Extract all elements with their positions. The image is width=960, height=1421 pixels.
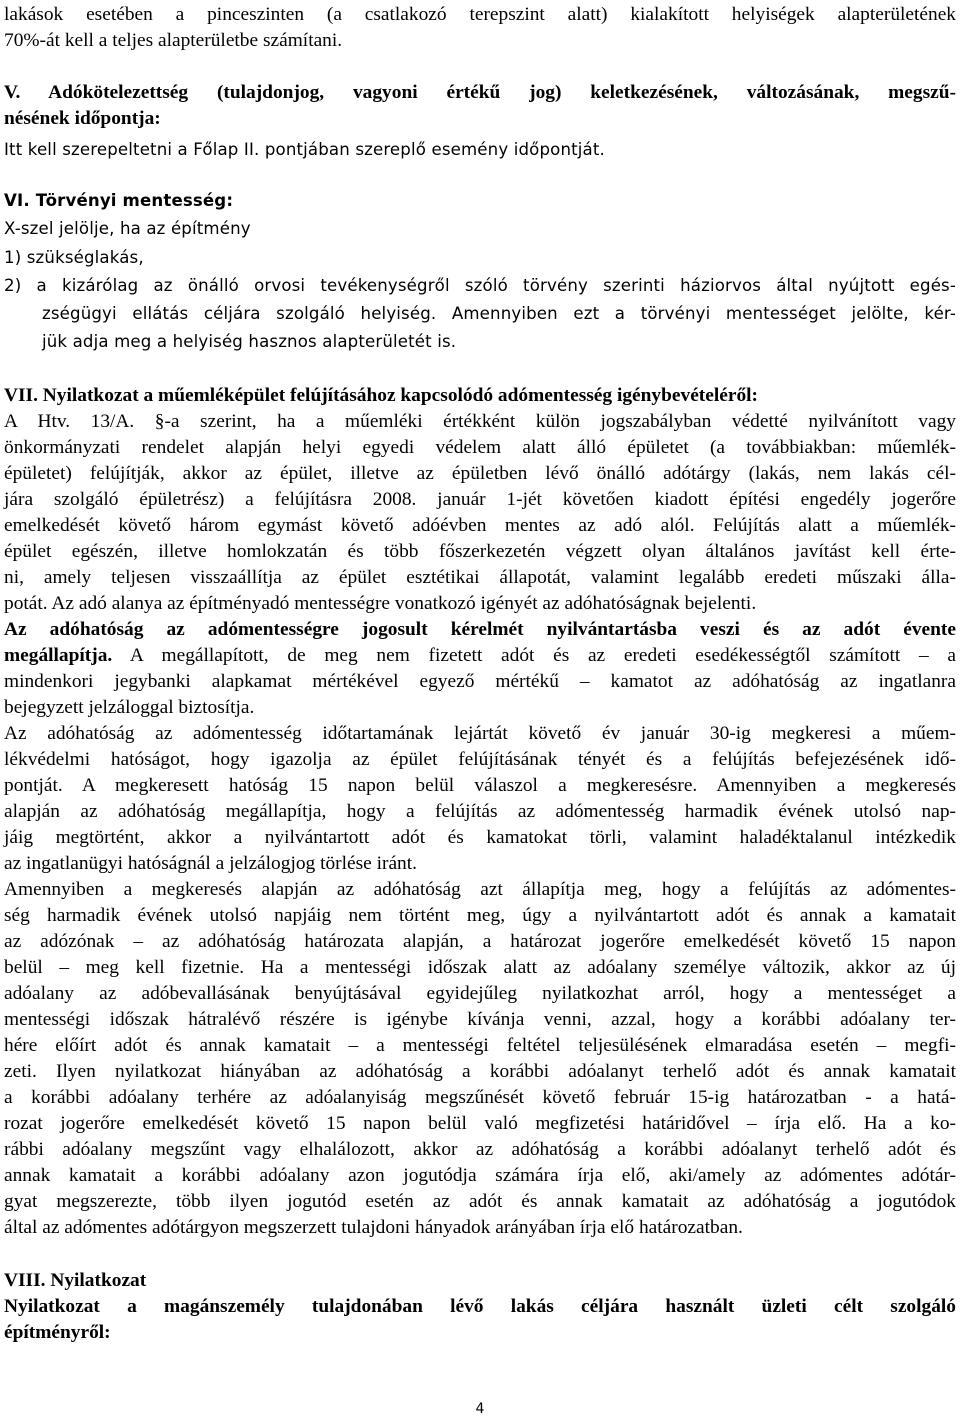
section-viii-heading: VIII. Nyilatkozat — [4, 1270, 147, 1291]
section-vii-text: bejegyzett jelzáloggal biztosítja. — [4, 697, 255, 718]
section-vii-text: jára szolgáló épületrész) a felújításra 2008. január 1-jét követően kiadott építési engedély jogerőre — [4, 489, 956, 510]
section-vii-text: által az adómentes adótárgyon megszerzett tulajdoni hányadok arányában írja elő határozatban. — [4, 1217, 743, 1238]
section-vii-text: rábbi adóalany megszűnt vagy elhalálozott, akkor az adóhatóság a korábbi adóalanyt terhelő adót és — [4, 1139, 956, 1160]
section-vii-text: az ingatlanügyi hatóságnál a jelzálogjog törlése iránt. — [4, 853, 417, 874]
section-vi-line: 2) a kizárólag az önálló orvosi tevékenységről szóló törvény szerinti háziorvos által nyújtott egés- — [4, 276, 956, 295]
section-vii-text — [4, 643, 956, 669]
page-number: 4 — [475, 1401, 485, 1417]
section-vii-text: gyat megszerezte, több ilyen jogutód esetén az adót és annak kamatait az adóhatóság a jogutódok — [4, 1191, 956, 1212]
section-viii-subheading: Nyilatkozat a magánszemély tulajdonában lévő lakás céljára használt üzleti célt szolgáló — [4, 1296, 956, 1317]
section-vii-text: a korábbi adóalany terhére az adóalanyiság megszűnését követő február 15-ig határozatban - a hatá- — [4, 1087, 956, 1108]
section-vii-text: mindenkori jegybanki alapkamat mértékével egyező mértékű – kamatot az adóhatóság az ingatlanra — [4, 671, 956, 692]
intro-line: 70%-át kell a teljes alapterületbe számítani. — [4, 30, 343, 51]
section-vii-text: rozat jogerőre emelkedését követő 15 napon belül való megfizetési határidővel – írja elő. Ha a ko- — [4, 1113, 956, 1134]
section-vi-line: 1) szükséglakás, — [4, 248, 144, 267]
section-vi-line: X-szel jelölje, ha az építmény — [4, 219, 251, 238]
section-vii-text: hére előírt adót és annak kamatait – a mentességi feltétel teljesülésének elmaradása esetén – megfi- — [4, 1035, 956, 1056]
section-vii-text: ség harmadik évének utolsó napjáig nem történt meg, úgy a nyilvántartott adót és annak a kamatait — [4, 905, 956, 926]
section-vii-text: annak kamatait a korábbi adóalany azon jogutódja számára írja elő, aki/amely az adómentes adótár- — [4, 1165, 956, 1186]
regular-text: A megállapított, de meg nem fizetett adót és az eredeti esedékességtől számított – a — [112, 645, 956, 666]
section-vii-bold-statement: Az adóhatóság az adómentességre jogosult kérelmét nyilvántartásba veszi és az adót évente — [4, 619, 956, 640]
section-vii-text: mentességi időszak hátralévő részére is igénybe kívánja venni, azzal, hogy a korábbi adóalany ter- — [4, 1009, 956, 1030]
section-vii-text: épületet) felújítják, akkor az épület, illetve az épületben lévő önálló adótárgy (lakás, nem lakás cél- — [4, 463, 956, 484]
section-vi-heading: VI. Törvényi mentesség: — [4, 191, 234, 210]
section-vii-text: Az adóhatóság az adómentesség időtartamának lejártát követő év január 30-ig megkeresi a műem- — [4, 723, 956, 744]
section-v-body: Itt kell szerepeltetni a Főlap II. pontjában szereplő esemény időpontját. — [4, 140, 605, 159]
section-vii-text: belül – meg kell fizetnie. Ha a mentességi időszak alatt az adóalany személye változik, akkor az új — [4, 957, 956, 978]
section-vii-text: önkormányzati rendelet alapján helyi egyedi védelem alatt álló épületet (a továbbiakban: műemlék- — [4, 437, 956, 458]
section-vii-text: lékvédelmi hatóságot, hogy igazolja az épület felújításának tényét és a felújítás befejezésének idő- — [4, 749, 956, 770]
section-vi-line: jük adja meg a helyiség hasznos alapterületét is. — [42, 332, 457, 351]
section-vii-text: Amennyiben a megkeresés alapján az adóhatóság azt állapítja meg, hogy a felújítás az adómentes- — [4, 879, 956, 900]
section-vii-text: zeti. Ilyen nyilatkozat hiányában az adóhatóság a korábbi adóalanyt terhelő adót és annak kamatait — [4, 1061, 956, 1082]
section-v-heading: nésének időpontja: — [4, 108, 161, 129]
section-vii-text: alapján az adóhatóság megállapítja, hogy a felújítás az adómentesség harmadik évének utolsó nap- — [4, 801, 956, 822]
section-vii-text: épület egészén, illetve homlokzatán és több főszerkezetén végzett olyan általános javítást kell érte- — [4, 541, 956, 562]
section-vii-text: jáig megtörtént, akkor a nyilvántartott adót és kamatokat törli, valamint haladéktalanul intézkedik — [4, 827, 956, 848]
section-vii-heading: VII. Nyilatkozat a műemléképület felújításához kapcsolódó adómentesség igénybevételéről: — [4, 385, 759, 406]
section-vii-text: pontját. A megkeresett hatóság 15 napon belül válaszol a megkeresésre. Amennyiben a megkeresés — [4, 775, 956, 796]
section-v-heading: V. Adókötelezettség (tulajdonjog, vagyoni értékű jog) keletkezésének, változásának, megszű- — [4, 82, 956, 103]
section-vii-text: potát. Az adó alanya az építményadó mentességre vonatkozó igényét az adóhatóságnak bejelenti. — [4, 593, 757, 614]
section-vii-text: A Htv. 13/A. §-a szerint, ha a műemléki értékként külön jogszabályban védetté nyilvánított vagy — [4, 411, 956, 432]
section-vii-text: adóalany az adóbevallásának benyújtásával egyidejűleg nyilatkozhat arról, hogy a mentességet a — [4, 983, 956, 1004]
intro-line: lakások esetében a pinceszinten (a csatlakozó terepszint alatt) kialakított helyiségek alapterületének — [4, 4, 956, 25]
section-vii-text: emelkedését követő három egymást követő adóévben mentes az adó alól. Felújítás alatt a műemlék- — [4, 515, 956, 536]
section-viii-subheading: építményről: — [4, 1322, 111, 1343]
bold-text: megállapítja. — [4, 645, 113, 666]
section-vi-line: zségügyi ellátás céljára szolgáló helyiség. Amennyiben ezt a törvényi mentességet jelölte, kér- — [42, 304, 956, 323]
section-vii-text: ni, amely teljesen visszaállítja az épület esztétikai állapotát, valamint legalább eredeti műszaki álla- — [4, 567, 956, 588]
section-vii-text: az adózónak – az adóhatóság határozata alapján, a határozat jogerőre emelkedését követő 15 napon — [4, 931, 956, 952]
